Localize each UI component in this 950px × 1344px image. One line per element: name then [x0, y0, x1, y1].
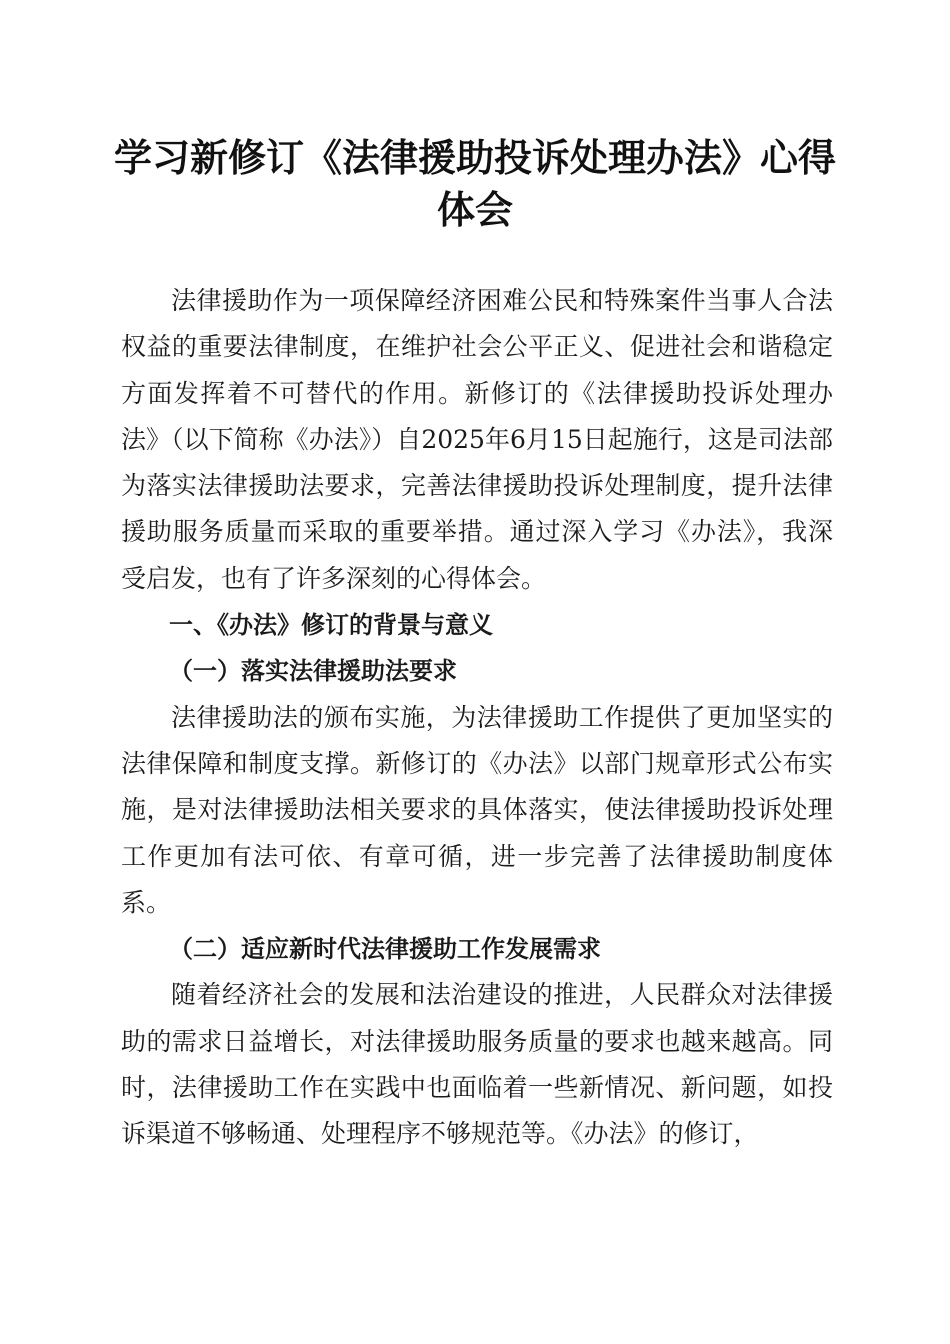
document-body [121, 278, 833, 1158]
section-heading-1: 一、《办法》修订的背景与意义 [169, 611, 493, 640]
document-title: 学习新修订《法律援助投诉处理办法》心得体会 [113, 135, 836, 232]
intro-paragraph: 法律援助作为一项保障经济困难公民和特殊案件当事人合法权益的重要法律制度，在维护社会公平正义、促进社会和谐稳定方面发挥着不可替代的作用。新修订的《法律援助投诉处理办法》（以下简称《办法》）自2025年6月15日起施行，这是司法部为落实法律援助法要求，完善法律援助投诉处理制度，提升法律援助服务质量而采取的重要举措。通过深入学习《办法》，我深受启发，也有了许多深刻的心得体会。 [121, 286, 833, 593]
subsection-paragraph-2: 随着经济社会的发展和法治建设的推进，人民群众对法律援助的需求日益增长，对法律援助服务质量的要求也越来越高。同时，法律援助工作在实践中也面临着一些新情况、新问题，如投诉渠道不够畅通、处理程序不够规范等。《办法》的修订， [121, 980, 833, 1149]
subsection-heading-1: （一）落实法律援助法要求 [169, 656, 457, 686]
subsection-heading-2: （二）适应新时代法律援助工作发展需求 [169, 934, 601, 964]
subsection-paragraph-1: 法律援助法的颁布实施，为法律援助工作提供了更加坚实的法律保障和制度支撑。新修订的《办法》以部门规章形式公布实施，是对法律援助法相关要求的具体落实，使法律援助投诉处理工作更加有法可依、有章可循，进一步完善了法律援助制度体系。 [121, 702, 833, 917]
